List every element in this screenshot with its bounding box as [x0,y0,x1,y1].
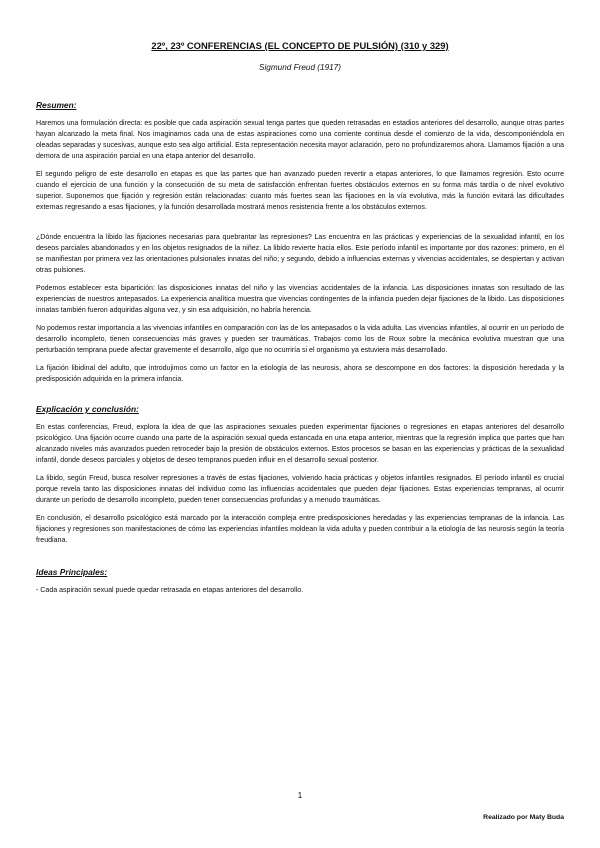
footer-credit: Realizado por Maty Buda [483,814,564,821]
paragraph: En conclusión, el desarrollo psicológico está marcado por la interacción compleja entre predisposiciones heredadas y las experiencias tempranas de la infancia. Las fijaciones y regresiones son manifestaciones de cómo las experiencias infantiles moldean la vida adulta y pueden contribuir a la etiología de las neurosis según la teoría freudiana. [36,515,564,544]
paragraph: Podemos establecer esta bipartición: las disposiciones innatas del niño y las vivencias accidentales de la infancia. Las disposiciones innatas son resultado de las experiencias de nuestros antepasados. La experiencia analítica muestra que vivencias contingentes de la infancia pueden dejar fijaciones de la libido. Las disposiciones innatas también fueron adquiridas alguna vez, y sin esa adquisición, no habría herencia. [36,285,564,314]
section-heading-resumen: Resumen: [36,100,77,110]
paragraph: ¿Dónde encuentra la libido las fijaciones necesarias para quebrantar las represiones? Las encuentra en las prácticas y experiencias de la sexualidad infantil, en los deseos parciales abandonados y en los objetos resignados de la niñez. La libido revierte hacia ellos. Este período infantil es importante por dos razones: primero, en él se manifiestan por primera vez las orientaciones pulsionales innatas del niño; y segundo, debido a influencias externas y vivencias accidentales, se despiertan y activan otras pulsiones. [36,234,564,274]
document-author: Sigmund Freud (1917) [259,63,341,72]
paragraph: Haremos una formulación directa: es posible que cada aspiración sexual tenga partes que queden retrasadas en estadios anteriores del desarrollo, aunque otras partes hayan alcanzado la meta final. Nos imaginamos cada una de estas aspiraciones como una corriente continua desde el comienzo de la vida, descomponiéndola en oleadas separadas y sucesivas, aunque esto sea algo artificial. Esta representación necesita mayor aclaración, pero no profundizaremos ahora. Llamamos fijación a una demora de una aspiración parcial en una etapa anterior del desarrollo. [36,120,564,160]
section-heading-explicacion: Explicación y conclusión: [36,404,139,414]
paragraph: La libido, según Freud, busca resolver represiones a través de estas fijaciones, volviendo hacia prácticas y objetos infantiles resignados. El período infantil es crucial porque revela tanto las disposiciones innatas del individuo como las influencias accidentales que pueden dejar fijaciones. Estas experiencias tempranas, al ocurrir durante un período de desarrollo incompleto, pueden tener consecuencias profundas y a menudo traumáticas. [36,475,564,504]
document-body [36,100,564,596]
document-title: 22º, 23º CONFERENCIAS (EL CONCEPTO DE PULSIÓN) (310 y 329) [151,40,449,51]
paragraph: El segundo peligro de este desarrollo en etapas es que las partes que han avanzado pueden revertir a etapas anteriores, lo que llamamos regresión. Esto ocurre cuando el ejercicio de una función y la consecución de su meta de satisfacción enfrentan fuertes obstáculos externos en su forma más tardía o de nivel evolutivo superior. Suponemos que fijación y regresión están relacionadas: cuanto más fuertes sean las fijaciones en la vía evolutiva, más la función evitará las dificultades externas regresando a esas fijaciones, y la función desarrollada mostrará menos resistencia frente a los obstáculos externos. [36,171,564,211]
paragraph: No podemos restar importancia a las vivencias infantiles en comparación con las de los antepasados o la vida adulta. Las vivencias infantiles, al ocurrir en un período de desarrollo incompleto, tienen consecuencias más graves y pueden ser traumáticas. Trabajos como los de Roux sobre la mecánica evolutiva muestran que una perturbación temprana puede afectar gravemente el desarrollo, algo que no ocurriría si el organismo ya estuviera más desarrollado. [36,325,564,354]
section-heading-ideas: Ideas Principales: [36,567,108,577]
page-number: 1 [297,790,303,800]
paragraph: En estas conferencias, Freud, explora la idea de que las aspiraciones sexuales pueden experimentar fijaciones o regresiones en etapas anteriores del desarrollo psicológico. Una fijación ocurre cuando una parte de la aspiración sexual queda estancada en una etapa anterior, mientras que la regresión implica que partes que han alcanzado niveles más avanzados pueden retroceder bajo la presión de obstáculos externos. Estos procesos se basan en las experiencias y prácticas de la sexualidad infantil, donde deseos parciales y objetos de deseo tempranos pueden influir en el desarrollo sexual posterior. [36,424,564,464]
list-item: - Cada aspiración sexual puede quedar retrasada en etapas anteriores del desarrollo. [36,587,304,594]
paragraph: La fijación libidinal del adulto, que introdujimos como un factor en la etiología de las neurosis, ahora se descompone en dos factores: la disposición heredada y la predisposición adquirida en la primera infancia. [36,365,564,383]
